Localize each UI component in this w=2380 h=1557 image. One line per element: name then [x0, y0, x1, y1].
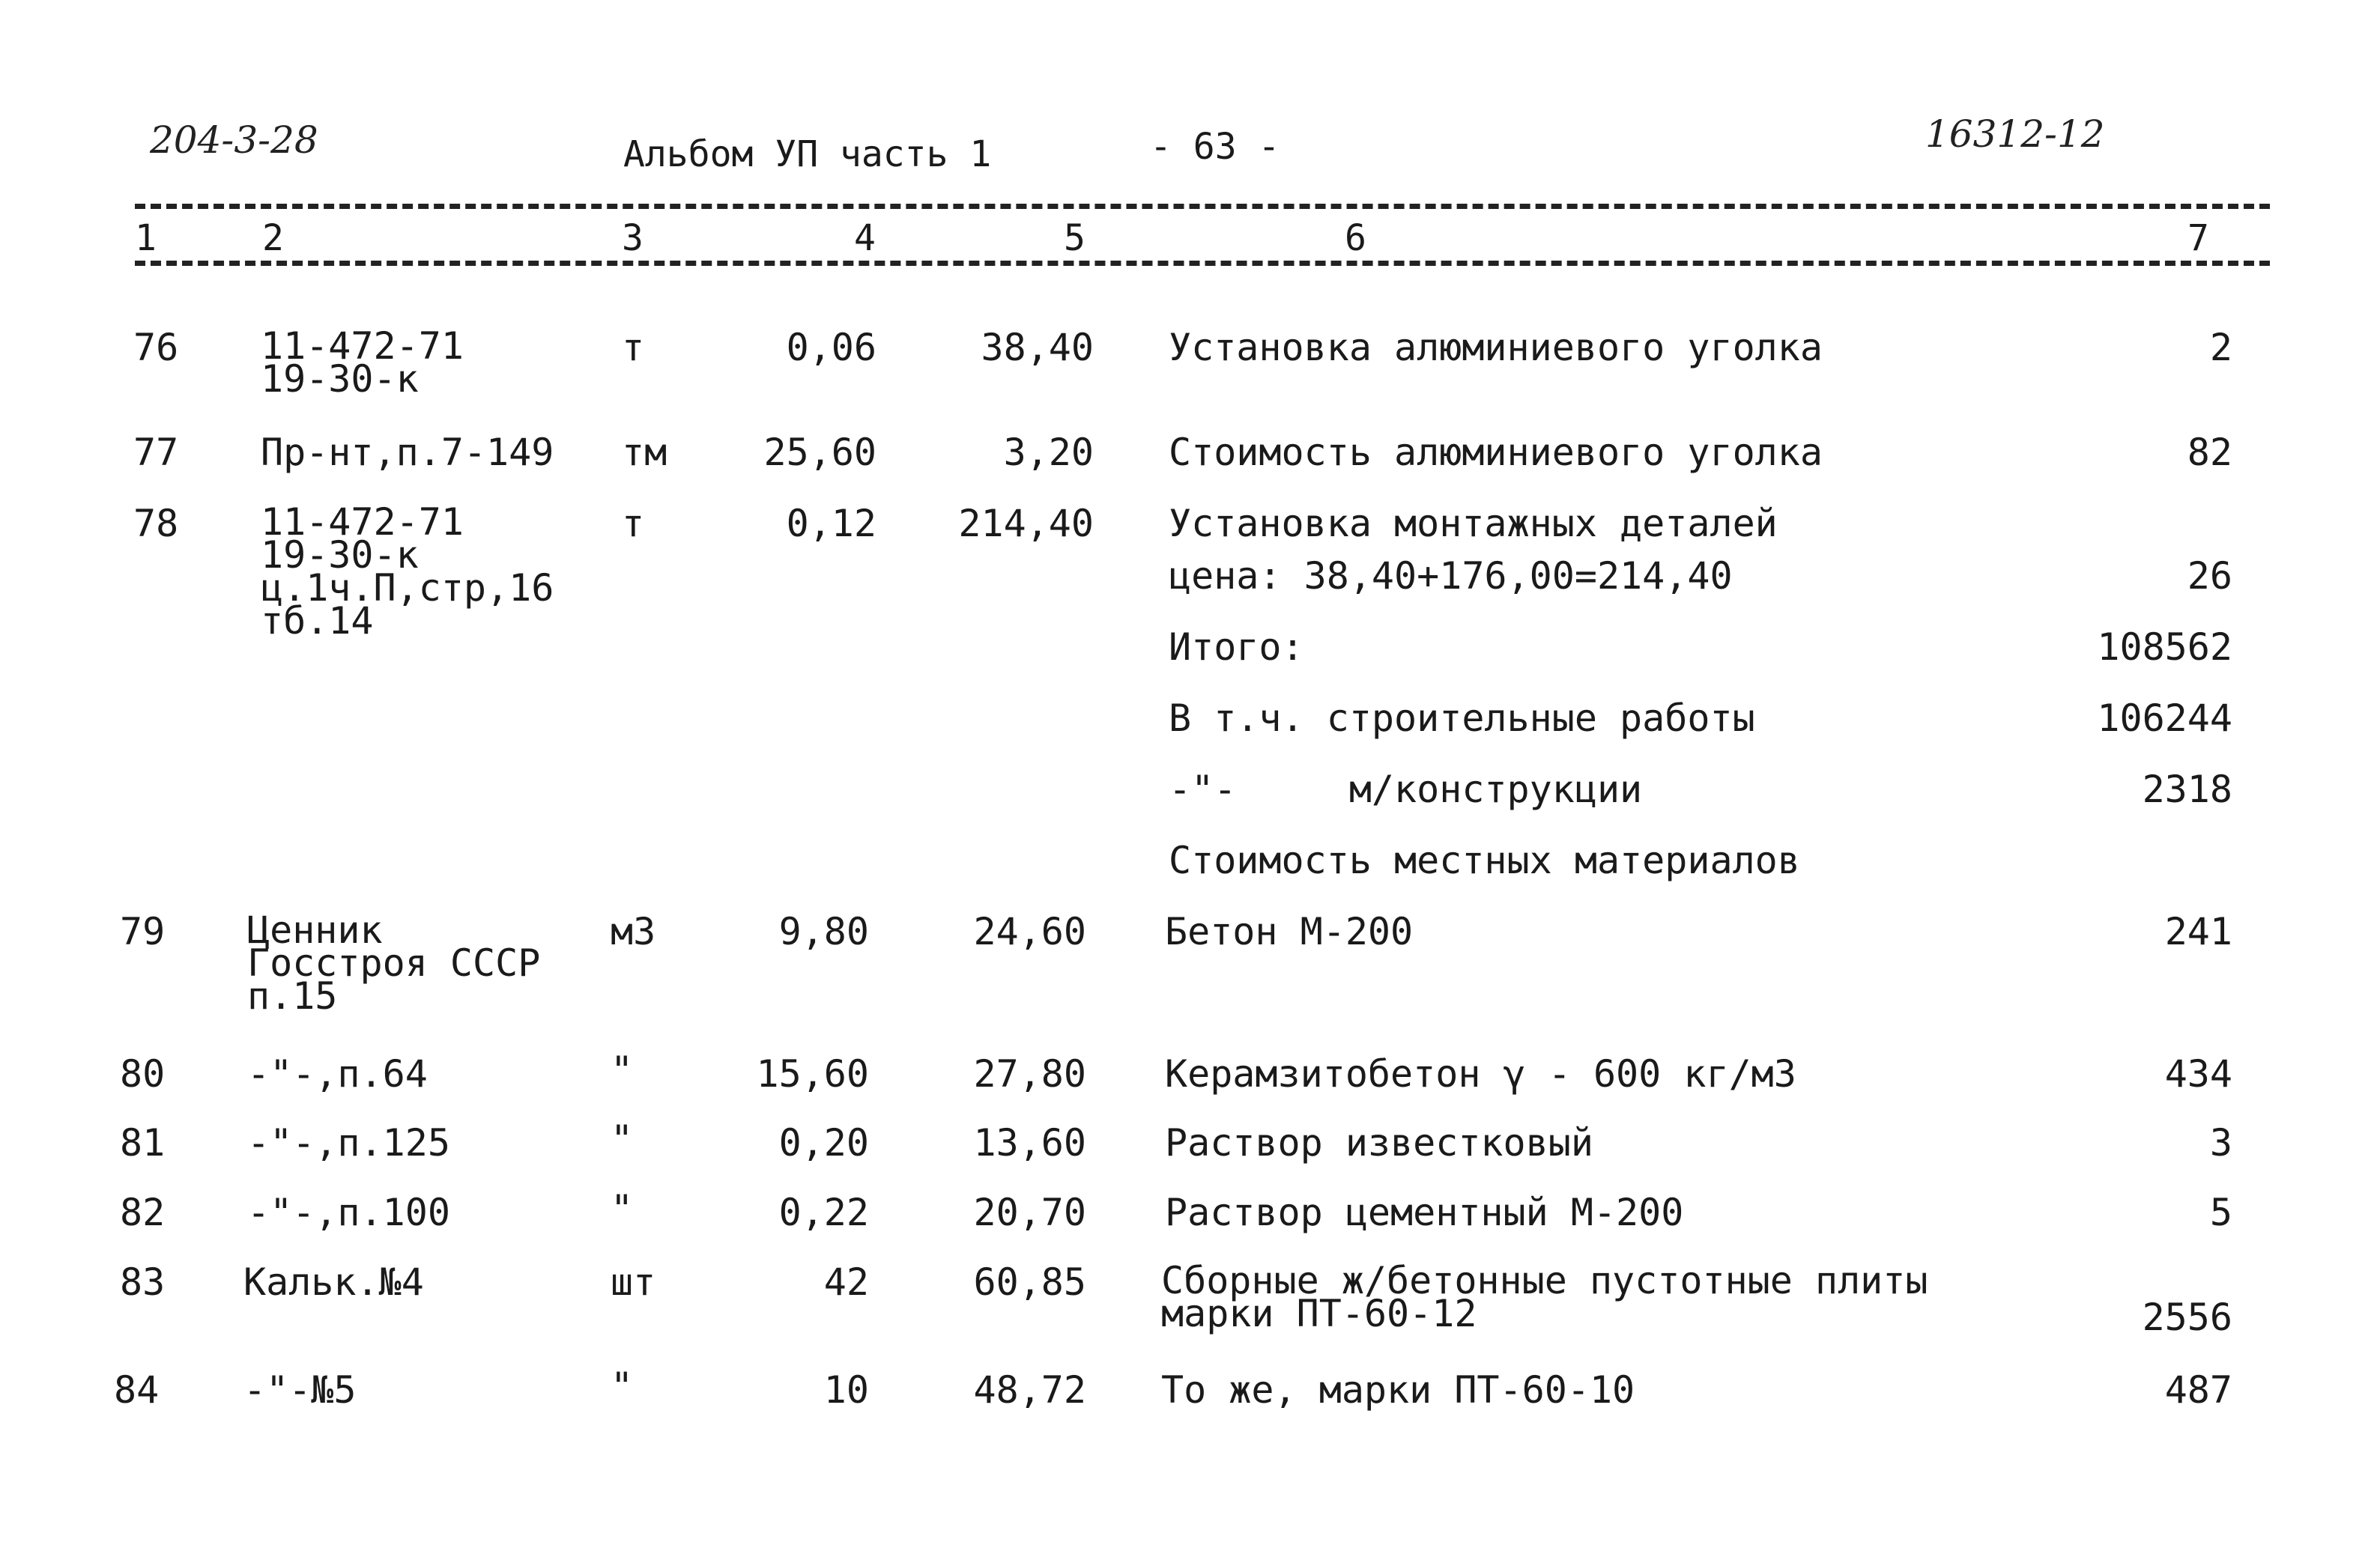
row-unit: тм	[622, 431, 667, 474]
summary-value-metal-structures: 2318	[2142, 768, 2232, 811]
row-quantity: 0,06	[786, 326, 876, 369]
row-unit-price: 38,40	[981, 326, 1094, 369]
document-code: 204-3-28	[150, 118, 318, 162]
row-reference: -"-,п.64	[247, 1052, 428, 1096]
summary-label-total: Итого:	[1169, 625, 1304, 669]
row-total: 2556	[2142, 1296, 2232, 1339]
row-quantity: 0,20	[778, 1121, 869, 1165]
column-number-7: 7	[2187, 217, 2209, 259]
row-reference	[261, 324, 464, 401]
row-unit-price: 60,85	[973, 1260, 1086, 1304]
row-reference: -"-№5	[243, 1368, 357, 1412]
price-calculation: цена: 38,40+176,00=214,40	[1169, 554, 1733, 598]
reference-line: 19-30-к	[261, 357, 419, 401]
row-description: То же, марки ПТ-60-10	[1161, 1368, 1635, 1412]
row-unit: "	[611, 1117, 634, 1161]
column-number-6: 6	[1345, 217, 1366, 259]
row-reference: -"-,п.125	[247, 1121, 450, 1165]
row-number: 84	[114, 1368, 160, 1412]
column-number-5: 5	[1064, 217, 1085, 259]
reference-line: Госстроя СССР	[247, 941, 541, 985]
row-unit-price: 20,70	[973, 1191, 1086, 1234]
row-unit-price: 24,60	[973, 910, 1086, 953]
row-quantity: 0,12	[786, 502, 876, 545]
row-unit: "	[611, 1365, 634, 1408]
row-number: 80	[120, 1052, 166, 1096]
reference-line: 19-30-к	[261, 533, 419, 577]
column-number-1: 1	[135, 217, 157, 259]
row-quantity: 10	[823, 1368, 869, 1412]
row-unit-price: 27,80	[973, 1052, 1086, 1096]
section-title: Стоимость местных материалов	[1169, 839, 1800, 882]
row-number: 76	[133, 326, 179, 369]
row-description	[1161, 1259, 1928, 1335]
row-description: Керамзитобетон γ - 600 кг/м3	[1165, 1052, 1796, 1096]
row-total: 434	[2164, 1052, 2232, 1096]
row-number: 83	[120, 1260, 166, 1304]
row-number: 81	[120, 1121, 166, 1165]
row-unit-price: 13,60	[973, 1121, 1086, 1165]
row-description: Раствор известковый	[1165, 1121, 1593, 1165]
row-unit: т	[622, 502, 645, 545]
reference-line: п.15	[247, 974, 338, 1018]
row-number: 77	[133, 431, 179, 474]
column-number-2: 2	[262, 217, 284, 259]
row-quantity: 9,80	[778, 910, 869, 953]
row-unit: шт	[611, 1260, 656, 1304]
header-top-rule	[135, 204, 2270, 209]
row-reference	[261, 500, 554, 643]
summary-value-construction: 106244	[2097, 696, 2232, 740]
row-total: 3	[2209, 1121, 2232, 1165]
row-description: Стоимость алюминиевого уголка	[1169, 431, 1823, 474]
row-unit: "	[611, 1048, 634, 1092]
summary-label-construction: В т.ч. строительные работы	[1169, 696, 1755, 740]
reference-line: тб.14	[261, 599, 374, 643]
row-number: 82	[120, 1191, 166, 1234]
row-description: Раствор цементный М-200	[1165, 1191, 1684, 1234]
row-number: 79	[120, 910, 166, 953]
row-unit-price: 3,20	[1003, 431, 1094, 474]
row-total: 82	[2187, 431, 2232, 474]
row-unit: т	[622, 326, 645, 369]
column-number-4: 4	[854, 217, 876, 259]
reference-line: 11-472-71	[261, 500, 464, 544]
row-quantity: 42	[823, 1260, 869, 1304]
row-description: Установка монтажных деталей	[1169, 502, 1778, 545]
price-calculation-total: 26	[2187, 554, 2232, 598]
row-total: 5	[2209, 1191, 2232, 1234]
row-reference: Кальк.№4	[243, 1260, 424, 1304]
row-reference: -"-,п.100	[247, 1191, 450, 1234]
summary-label-metal-structures: -"- м/конструкции	[1169, 768, 1643, 811]
row-quantity: 0,22	[778, 1191, 869, 1234]
row-reference: Пр-нт,п.7-149	[261, 431, 554, 474]
reference-line: 11-472-71	[261, 324, 464, 368]
summary-value-total: 108562	[2097, 625, 2232, 669]
reference-line: ц.1ч.П,стр,16	[261, 566, 554, 610]
row-total: 487	[2164, 1368, 2232, 1412]
page-number: - 63 -	[1150, 126, 1280, 168]
row-total: 241	[2164, 910, 2232, 953]
inventory-number: 16312-12	[1925, 112, 2105, 156]
row-unit: "	[611, 1187, 634, 1230]
row-quantity: 25,60	[763, 431, 876, 474]
row-total: 2	[2209, 326, 2232, 369]
row-unit: м3	[611, 910, 656, 953]
header-bottom-rule	[135, 261, 2270, 266]
reference-line: Ценник	[247, 908, 383, 952]
row-unit-price: 48,72	[973, 1368, 1086, 1412]
album-title: Альбом УП часть 1	[623, 133, 992, 175]
row-reference	[247, 908, 541, 1018]
row-quantity: 15,60	[756, 1052, 869, 1096]
row-description: Бетон М-200	[1165, 910, 1414, 953]
column-number-3: 3	[622, 217, 644, 259]
row-unit-price: 214,40	[958, 502, 1094, 545]
row-description: Установка алюминиевого уголка	[1169, 326, 1823, 369]
row-number: 78	[133, 502, 179, 545]
description-line: Сборные ж/бетонные пустотные плиты	[1161, 1259, 1928, 1302]
description-line: марки ПТ-60-12	[1161, 1292, 1477, 1335]
